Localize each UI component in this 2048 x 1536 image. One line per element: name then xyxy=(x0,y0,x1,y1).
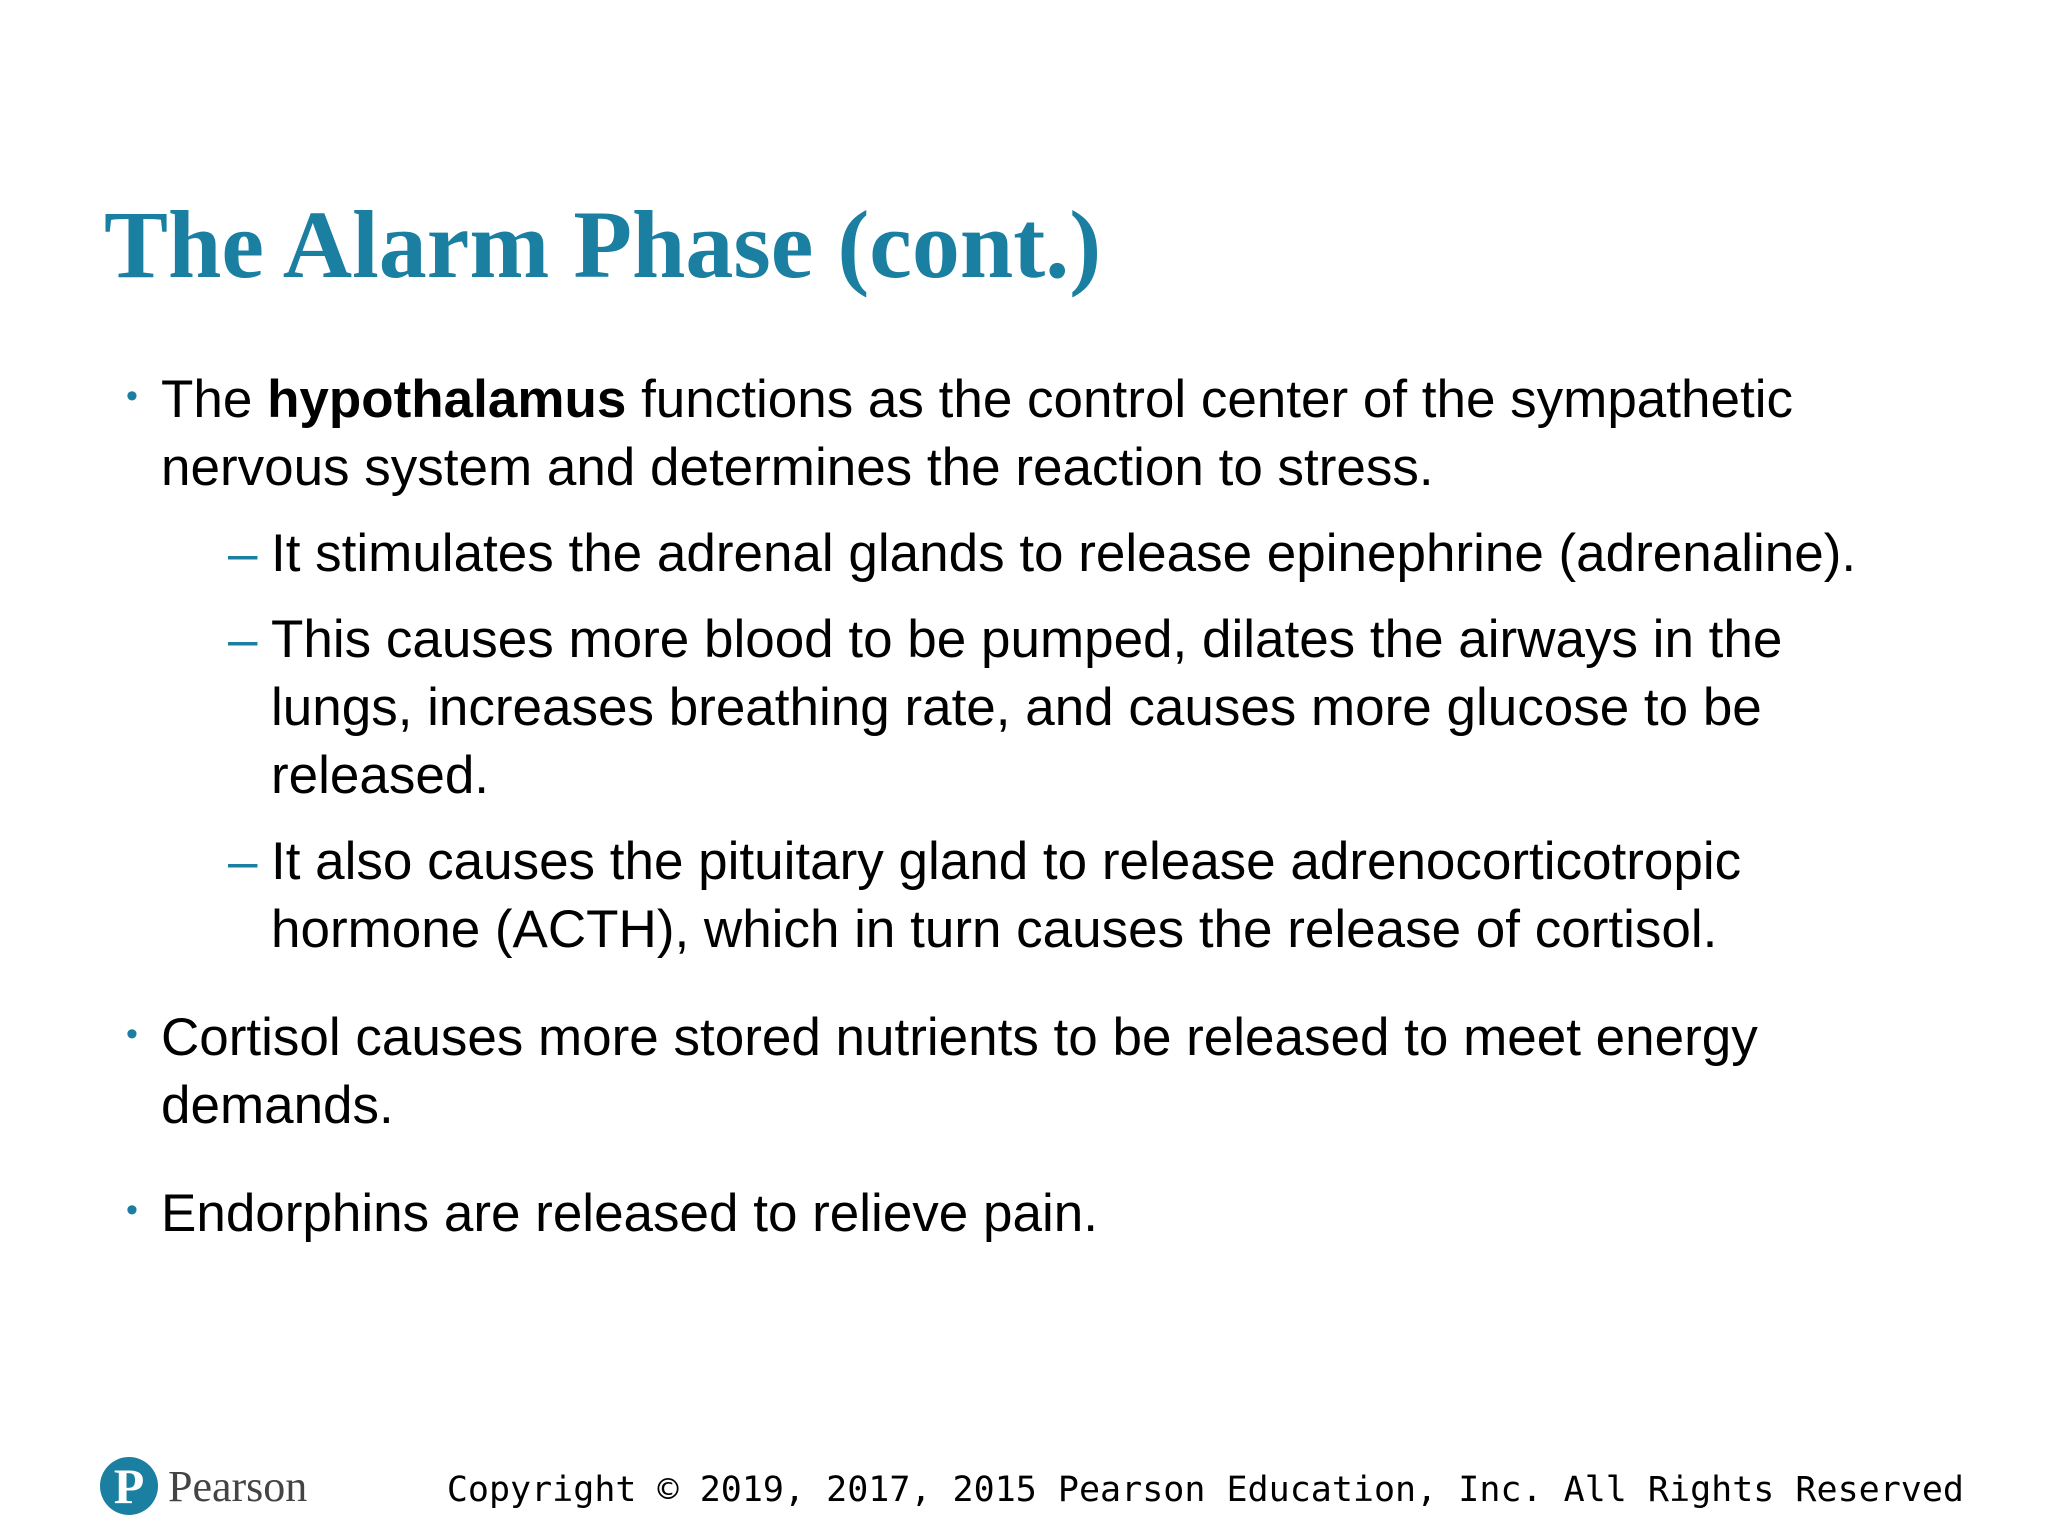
bullet-text-prefix: The xyxy=(161,370,268,429)
bullet-hypothalamus xyxy=(0,366,1951,502)
sub-bullet-blood xyxy=(0,606,1921,810)
pearson-logo-text: Pearson xyxy=(168,1461,308,1511)
sub-bullet-text: This causes more blood to be pumped, dilates the airways in the lungs, increases breathing rate, and causes more glucose to be released. xyxy=(271,610,1783,805)
sub-bullet-marker: – xyxy=(228,524,258,583)
bullet-marker: • xyxy=(126,377,138,415)
sub-bullet-text: It also causes the pituitary gland to release adrenocorticotropic hormone (ACTH), which in turn causes the release of cortisol. xyxy=(271,832,1742,959)
bullet-text-rest: functions as the control center of the sympathetic nervous system and determines the reaction to stress. xyxy=(161,370,1793,497)
bullet-endorphins xyxy=(0,1180,1951,1248)
sub-bullet-pituitary xyxy=(0,828,1921,964)
bullet-marker: • xyxy=(126,1191,138,1229)
pearson-logo-icon: P xyxy=(100,1457,158,1515)
bullet-text: Cortisol causes more stored nutrients to be released to meet energy demands. xyxy=(161,1008,1758,1135)
sub-bullet-marker: – xyxy=(228,832,258,891)
bullet-cortisol xyxy=(0,1004,1951,1140)
sub-bullet-adrenal xyxy=(0,520,1921,588)
slide-content xyxy=(0,366,2048,1248)
bold-term-hypothalamus: hypothalamus xyxy=(267,370,627,429)
bullet-text: Endorphins are released to relieve pain. xyxy=(161,1184,1098,1243)
sub-bullet-marker: – xyxy=(228,610,258,669)
slide-title: The Alarm Phase (cont.) xyxy=(104,191,1102,298)
sub-bullet-text: It stimulates the adrenal glands to release epinephrine (adrenaline). xyxy=(271,524,1857,583)
bullet-marker: • xyxy=(126,1015,138,1053)
pearson-logo xyxy=(100,1456,307,1516)
copyright-notice: Copyright © 2019, 2017, 2015 Pearson Education, Inc. All Rights Reserved xyxy=(446,1470,1964,1510)
